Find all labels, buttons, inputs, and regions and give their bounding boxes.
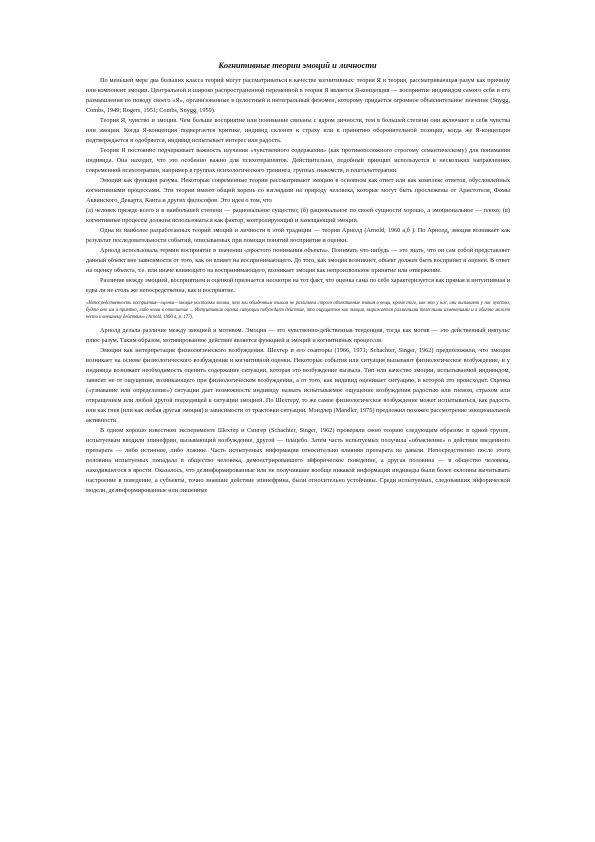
paragraph-appraisal: Различие между эмоцией, восприятием и оценкой признается несмотря на тот факт, что оценка сама по себе характеризуется как прямая и интуитивная и едва ли не столь же непосредственна, как и восприятие.	[86, 277, 510, 294]
paragraph-self-theory: Теория Я, чувство и эмоция. Чем больше восприятие или понимание связаны с ядром личности, тем в большей степени они включают в себя чувства или эмоции. Когда Я-концепция подвергается критике, индивид склонен к страху или к принятию оборонительной позиции, когда же Я-концепция подтверждается и одобряется, индивид испытывает интерес или радость.	[86, 117, 510, 144]
paragraph-list: (а) человек прежде всего и в наибольшей степени — рациональное существо; (б) рациональное по своей сущности хорошо, а эмоциональное — плохо; (в) когнитивные процессы должны использоваться как фактор, контролирующий и замещающий эмоции.	[86, 207, 510, 224]
paragraph-emotion-reason: Эмоции как функция разума. Некоторые современные теории рассматривают эмоцию в основном как ответ или как комплекс ответов, обусловленных когнитивными процессами. Эти теории имеют общий корень со взглядами на природу человека, которые могут быть прослежены от Аристотеля, Фомы Аквинского, Декарта, Канта и других философов. Это идея о том, что	[86, 177, 510, 204]
paragraph-motive: Арнолд делала различие между эмоцией и мотивом. Эмоция — это чувственно-действенная тенденция, тогда как мотив — это действенный импульс плюс разум. Таким образом, мотивированное действие является функцией и эмоций и когнитивных процессов.	[86, 327, 510, 344]
paragraph-intro: По меньшей мере два больших класса теорий могут рассматриваться в качестве когнитивных: теория Я и теория, рассматривающая разум как причину или компонент эмоции. Центральной и широко распространенной переменной в теория Я является Я-концепция — восприятие индивидом самого себя и его размышления по поводу своего «Я», организованные в целостный и интегральный феномен, которому придается огромное объяснительное значение (Snygg, Combs, 1949; Rogers, 1951; Combs, Snygg, 1959).	[86, 77, 510, 114]
paragraph-schachter: Эмоции как интерпретация физиологического возбуждения. Шехтер и его соавторы (1966, 1971; Schachter, Singer, 1962) предположили, что эмоция возникает на основе физиологического возбуждения и когнитивной оценки. Некоторые события или ситуация вызывают физиологическое возбуждение, и у индивида возникает необходимость оценить содержание ситуации, которая это возбуждение вызвала. Тип или качество эмоции, испытываемой индивидом, зависит не от ощущения, возникающего при физиологическом возбуждении, а от того, как индивид оценивает ситуацию, в которой это происходит. Оценка («узнавание или определение») ситуации дает возможность индивиду назвать испытываемое ощущение возбуждения радостью или гневом, страхом или отвращением или любой другой подходящей к ситуации эмоцией. По Шехтеру, то же самое физиологическое возбуждение может испытываться, как радость или как гнев (или как любая другая эмоция) в зависимости от трактовки ситуации. Мэндлер (Mandler, 1975) предложил похожее рассмотрение эмоциональной активности.	[86, 347, 510, 424]
paragraph-feeling-content: Теория Я постоянно подчеркивает важность изучения «чувственного содержания» (как противоположного строгому семантическому) для понимания индивида. Она находит, что это особенно важно для психотерапевтов. Действительно, подобный принцип используется в нескольких направлениях современной психотерапии, например в группах психологического тренинга, группах знакомств, в гештальттерапии.	[86, 147, 510, 174]
paragraph-experiment: В одном хорошо известном эксперименте Шехтер и Сингер (Schachter, Singer, 1962) проверяли свою теорию следующим образом: в одной группе, испытуемым вводили эпинефрин, вызывающий возбуждение, другой — плацебо. Затем часть испытуемых получила «объяснение» о действии введенного препарата — либо истинное, либо ложное. Часть испытуемых информация относительно влияния препарата не давали. Непосредственно после этого половина испытуемых попадала в общество человека, демонстрировавшего эйфорическое поведение, а другая половина — в общество человека, находившегося в ярости. Оказалось, что дезинформированные или не получившие вообще никакой информации индивиды были более склонны вычитывать настроение в поведение, а субъекты, точно знавшие действие эпинефрина, были относительно устойчивы. Среди испытуемых, следовавших эйфорической модели, дезинформированные или лишенные	[86, 427, 510, 494]
document-body	[86, 76, 510, 496]
paragraph-perception: Арнолд использовала термин восприятие в значении «простого понимания объекта». Понимать что-нибудь — это знать, что он сам собой представляет данный объект вне зависимости от того, как он влияет на воспринимающего. До того, как эмоция возникнет, объект должен быть воспринят и оценен. В ответ на оценку объекта, т.е. или иначе влияющего на воспринимающего, возникает эмоция как непроизвольное принятие или отвержение.	[86, 247, 510, 274]
document-title: Когнитивные теории эмоций и личности	[218, 60, 377, 70]
block-quote: «Непосредственность восприятия—оценка—эмоция настолько велика, что мы обыденным языком не различаем строго объективные знания о вещи, кроме того, как это у нас, они вызывают у нас чувство, будто оно им и приятно, либо нами в отношение ... Интуитивная оценка ситуации побуждает действие, что ощущается как эмоция, выражается различными телесными изменениями и в обычно может вести к внешнему действию» (Arnold, 1960 a, p. 177).	[86, 301, 510, 320]
paragraph-arnold: Одна из наиболее разработанных теорий эмоций и личности в этой традиции — теория Арнолд (Arnold, 1960 a,б ). По Арнолд, эмоция возникает как результат последовательности событий, описываемых при помощи понятий восприятия и оценки.	[86, 227, 510, 244]
